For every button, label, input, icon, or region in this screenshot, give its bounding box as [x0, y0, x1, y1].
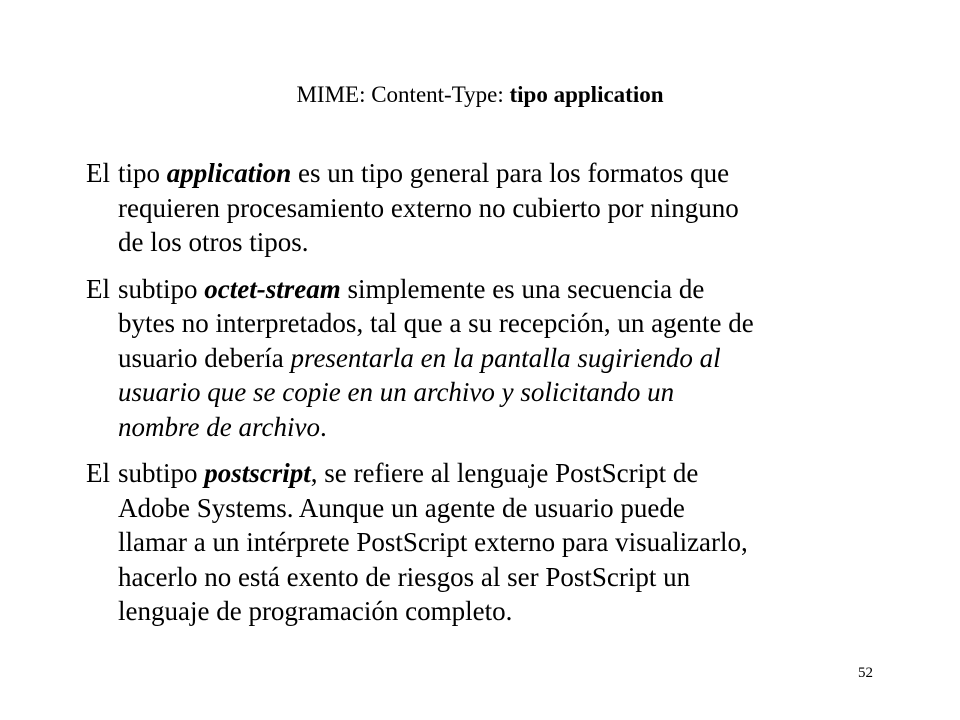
text: es un tipo general para los formatos que [291, 158, 730, 188]
paragraph-line [118, 272, 886, 307]
paragraph-line: requieren procesamiento externo no cubierto por ninguno [118, 192, 739, 223]
text: . [319, 411, 327, 442]
text: simplemente es una secuencia de [340, 273, 705, 304]
paragraph-line: Adobe Systems. Aunque un agente de usuario puede [118, 492, 685, 523]
slide-title-prefix: MIME: Content-Type: [296, 82, 510, 107]
paragraph-line: llamar a un intérprete PostScript externo para visualizarlo, [118, 527, 748, 557]
text: , se refiere al lenguaje PostScript de [310, 458, 699, 488]
paragraph-line [118, 341, 886, 376]
page-number: 52 [858, 665, 873, 681]
slide-body [86, 156, 886, 641]
paragraph-line: hacerlo no está exento de riesgos al ser PostScript un [118, 561, 691, 592]
term-octet-stream: octet-stream [204, 273, 341, 304]
text: subtipo [118, 273, 205, 304]
paragraph-octet-stream [86, 272, 886, 445]
paragraph-lead: El [86, 158, 110, 188]
paragraph-line: de los otros tipos. [118, 227, 309, 257]
paragraph-lead: El [86, 273, 110, 304]
paragraph-line: lenguaje de programación completo. [118, 596, 513, 626]
text: tipo [118, 158, 167, 188]
paragraph-application [86, 156, 886, 260]
slide-title-bold: tipo application [509, 82, 664, 107]
paragraph-lead: El [86, 458, 110, 488]
paragraph-line [118, 456, 886, 491]
paragraph-line [118, 156, 886, 191]
paragraph-postscript [86, 456, 886, 629]
italic-text: presentarla en la pantalla sugiriendo al [290, 342, 721, 373]
slide-title [0, 80, 960, 110]
text: subtipo [118, 458, 205, 488]
paragraph-line: bytes no interpretados, tal que a su recepción, un agente de [118, 308, 754, 338]
term-postscript: postscript [204, 458, 311, 488]
italic-text: nombre de archivo [118, 411, 320, 442]
paragraph-line: usuario que se copie en un archivo y solicitando un [118, 377, 675, 407]
paragraph-line [118, 410, 886, 445]
text: usuario debería [118, 342, 291, 373]
term-application: application [166, 158, 292, 188]
